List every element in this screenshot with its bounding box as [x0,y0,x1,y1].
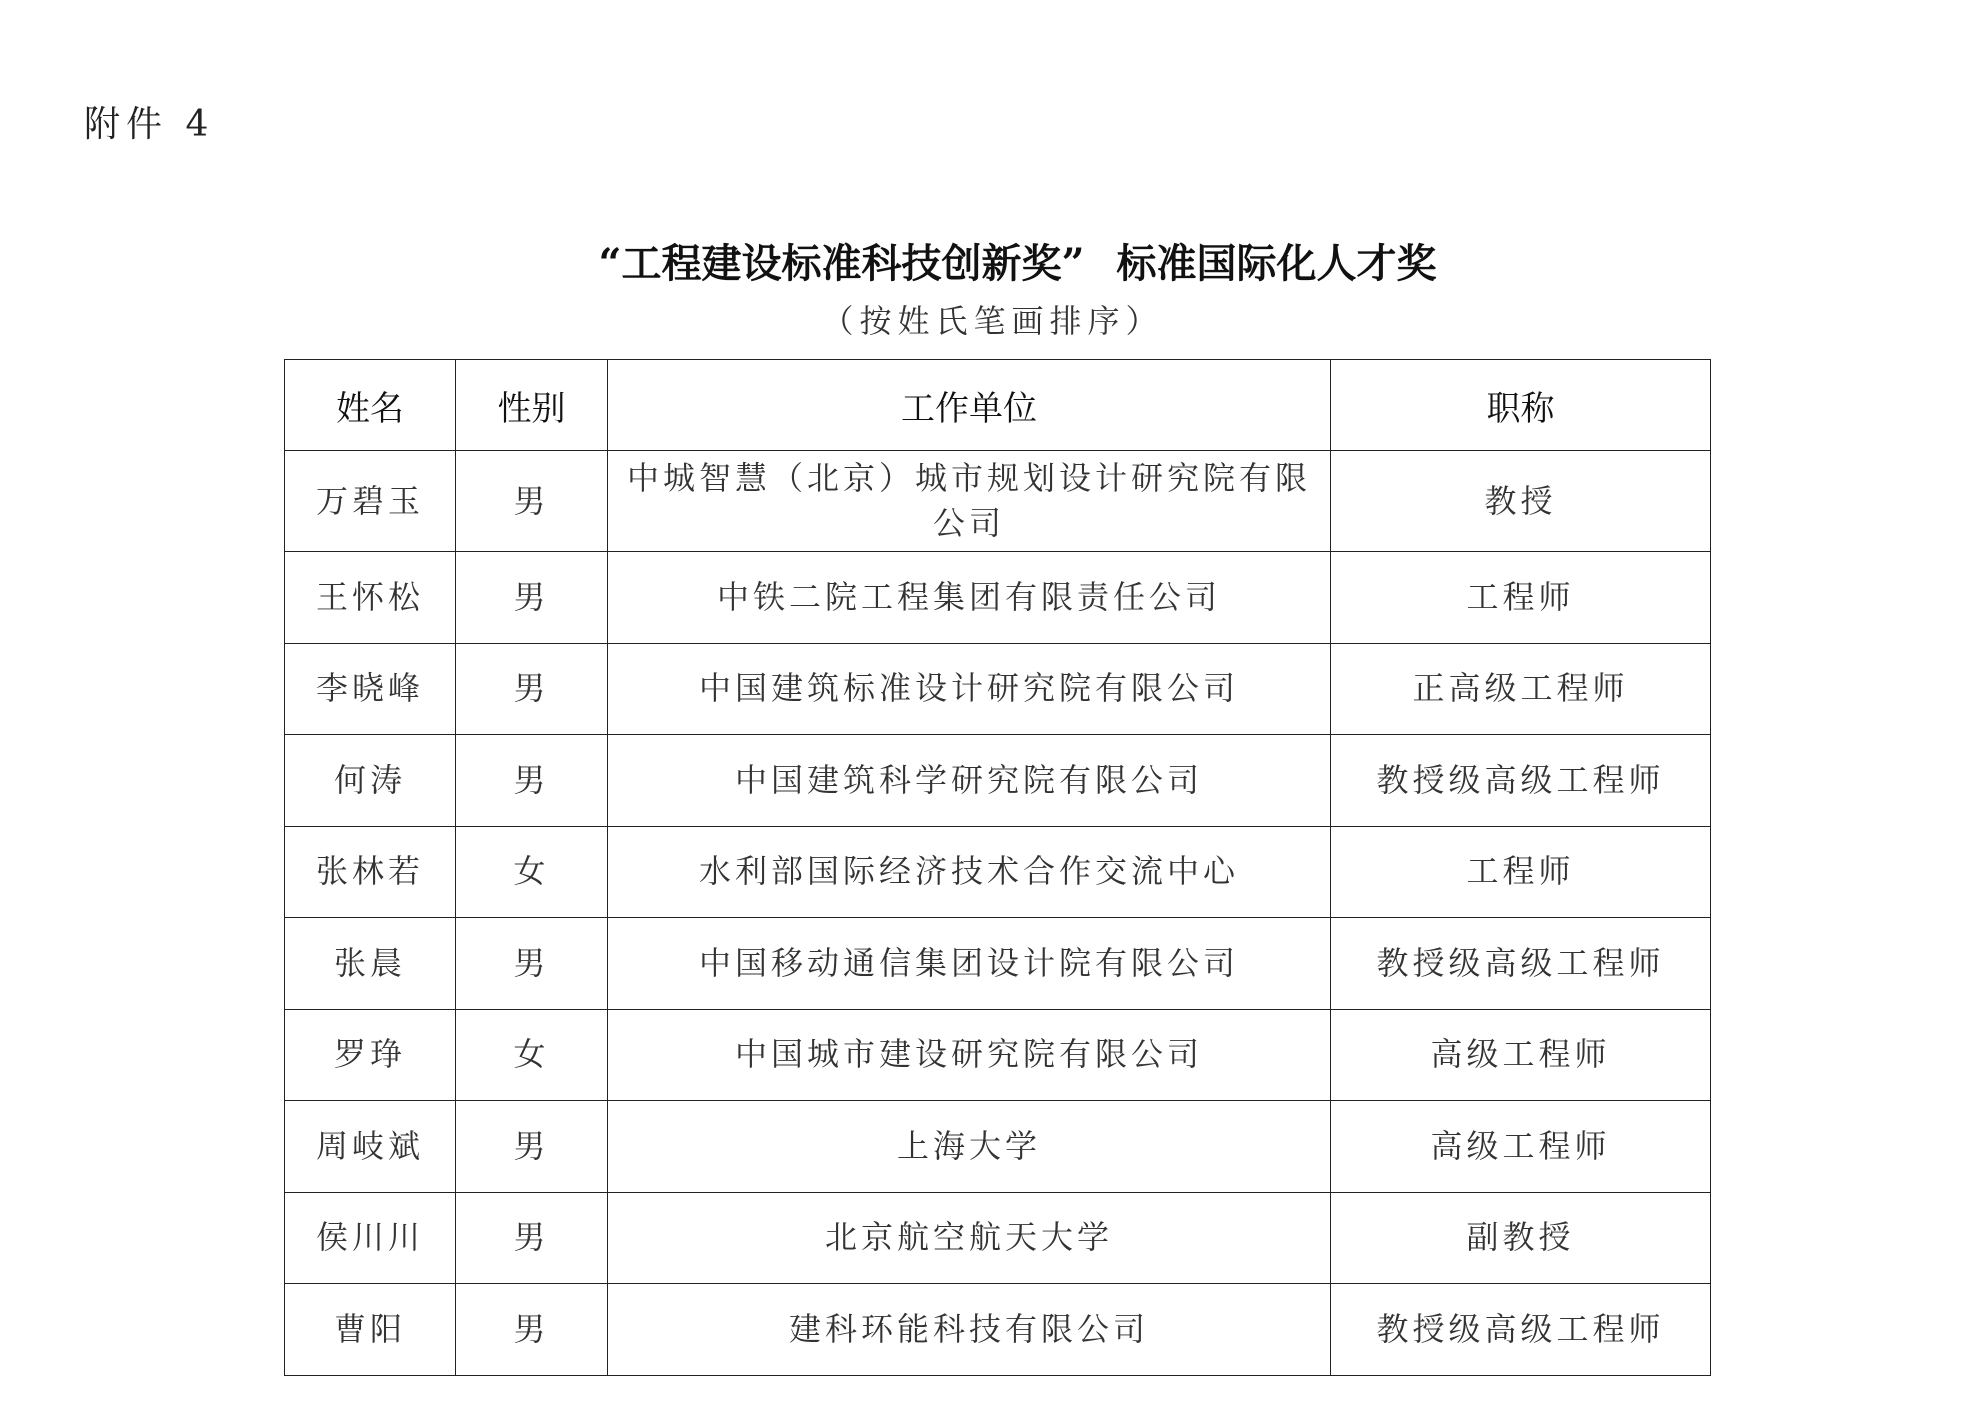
cell-gender: 男 [456,643,608,735]
cell-unit: 中城智慧（北京）城市规划设计研究院有限公司 [608,451,1331,552]
table-row [285,451,1711,552]
cell-gender: 男 [456,1284,608,1376]
cell-name: 王怀松 [285,552,456,644]
header-unit: 工作单位 [608,360,1331,451]
cell-unit: 中国城市建设研究院有限公司 [608,1009,1331,1101]
cell-title: 教授 [1331,451,1711,552]
cell-unit: 中铁二院工程集团有限责任公司 [608,552,1331,644]
cell-unit: 建科环能科技有限公司 [608,1284,1331,1376]
table-row [285,1192,1711,1284]
table-row [285,1009,1711,1101]
cell-name: 万碧玉 [285,451,456,552]
cell-title: 教授级高级工程师 [1331,735,1711,827]
cell-title: 正高级工程师 [1331,643,1711,735]
cell-gender: 男 [456,1101,608,1193]
document-title [0,232,1985,289]
table-header-row [285,360,1711,451]
cell-title: 高级工程师 [1331,1101,1711,1193]
cell-name: 周岐斌 [285,1101,456,1193]
cell-unit: 北京航空航天大学 [608,1192,1331,1284]
cell-title: 工程师 [1331,826,1711,918]
header-title: 职称 [1331,360,1711,451]
title-main: “工程建设标准科技创新奖” [598,240,1085,287]
cell-unit: 中国移动通信集团设计院有限公司 [608,918,1331,1010]
cell-name: 张晨 [285,918,456,1010]
cell-unit: 上海大学 [608,1101,1331,1193]
table-row [285,826,1711,918]
cell-gender: 男 [456,552,608,644]
cell-name: 侯川川 [285,1192,456,1284]
cell-gender: 女 [456,826,608,918]
attachment-label: 附件 4 [84,104,215,145]
table-row [285,643,1711,735]
cell-title: 副教授 [1331,1192,1711,1284]
table-row [285,1101,1711,1193]
cell-name: 罗琤 [285,1009,456,1101]
header-name: 姓名 [285,360,456,451]
cell-title: 高级工程师 [1331,1009,1711,1101]
cell-unit: 中国建筑标准设计研究院有限公司 [608,643,1331,735]
table-row [285,918,1711,1010]
document-subtitle: （按姓氏笔画排序） [821,302,1164,340]
header-gender: 性别 [456,360,608,451]
cell-unit: 中国建筑科学研究院有限公司 [608,735,1331,827]
cell-gender: 女 [456,1009,608,1101]
cell-name: 张林若 [285,826,456,918]
title-award: 标准国际化人才奖 [1116,240,1437,287]
cell-title: 教授级高级工程师 [1331,918,1711,1010]
cell-name: 曹阳 [285,1284,456,1376]
cell-gender: 男 [456,1192,608,1284]
cell-gender: 男 [456,451,608,552]
cell-unit: 水利部国际经济技术合作交流中心 [608,826,1331,918]
award-roster-table [284,359,1711,1376]
table-row [285,552,1711,644]
cell-name: 何涛 [285,735,456,827]
cell-title: 教授级高级工程师 [1331,1284,1711,1376]
table-row [285,735,1711,827]
cell-name: 李晓峰 [285,643,456,735]
table-row [285,1284,1711,1376]
cell-gender: 男 [456,918,608,1010]
cell-title: 工程师 [1331,552,1711,644]
cell-gender: 男 [456,735,608,827]
